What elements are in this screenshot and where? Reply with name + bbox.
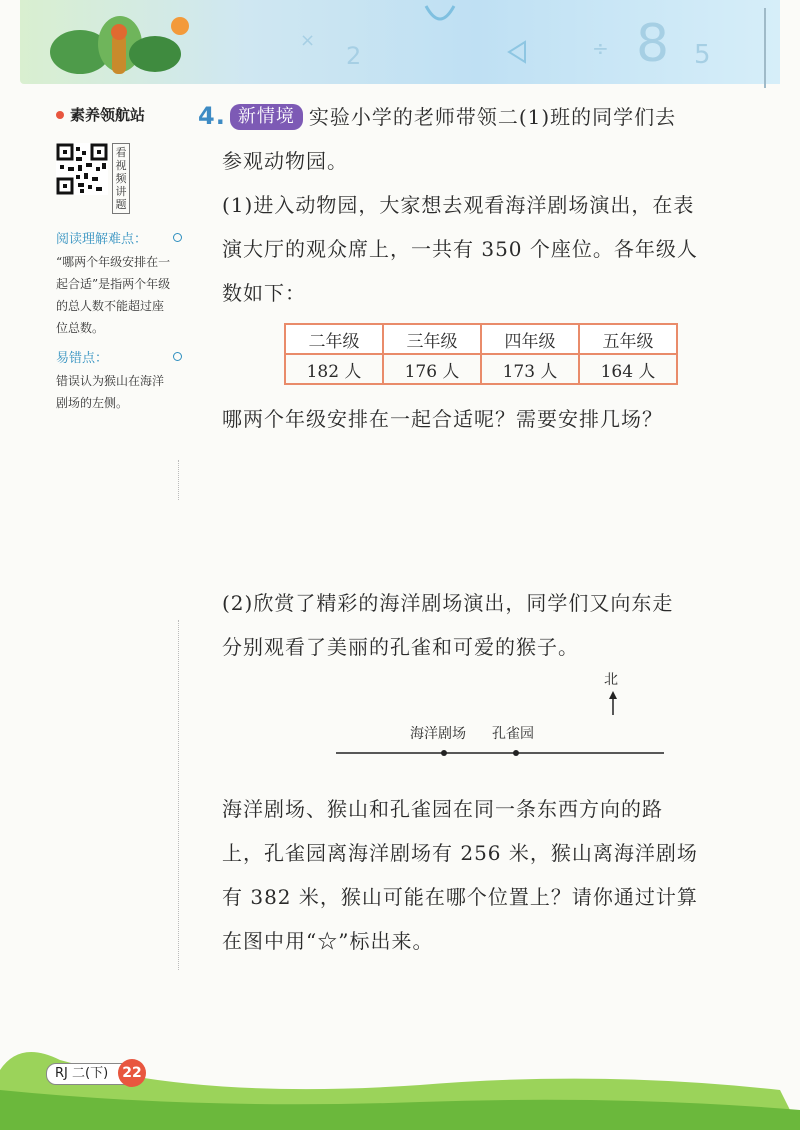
arc-decoration-icon [420, 2, 460, 30]
peacock-point[interactable] [513, 750, 519, 756]
reading-tip-header [56, 228, 182, 247]
table-header-cell: 二年级 [285, 324, 383, 354]
question-intro-line [198, 94, 746, 139]
part1-question: 哪两个年级安排在一起合适呢？需要安排几场？ [222, 407, 663, 431]
deco-two-icon: 2 [346, 42, 362, 70]
page-number: 22 [118, 1059, 146, 1087]
table-header-cell: 四年级 [481, 324, 579, 354]
theater-label: 海洋剧场 [410, 726, 466, 742]
north-label: 北 [604, 672, 618, 688]
reading-tip-heading: 阅读理解难点： [56, 232, 148, 247]
part2-desc-3: 有 382 米，猴山可能在哪个位置上？请你通过计算 [222, 885, 698, 909]
new-scenario-badge: 新情境 [230, 104, 303, 130]
deco-x-icon: × [300, 30, 316, 51]
pin-icon [56, 111, 64, 119]
table-cell: 164 人 [579, 354, 677, 384]
intro-text-2: 参观动物园。 [222, 149, 348, 173]
part2-text-2: 分别观看了美丽的孔雀和可爱的猴子。 [222, 635, 579, 659]
mistake-tip-text: 错误认为猴山在海洋剧场的左侧。 [56, 374, 165, 410]
part2-text-1: (2)欣赏了精彩的海洋剧场演出，同学们又向东走 [222, 591, 674, 615]
peacock-label: 孔雀园 [492, 726, 534, 742]
road-svg[interactable] [198, 669, 746, 779]
table-header-cell: 五年级 [579, 324, 677, 354]
sidebar-dotted-line [178, 460, 179, 500]
north-arrow-icon [609, 691, 617, 715]
mistake-tip-heading: 易错点： [56, 351, 109, 366]
part1-text-2: 演大厅的观众席上，一共有 350 个座位。各年级人 [222, 237, 698, 261]
table-cell: 182 人 [285, 354, 383, 384]
sidebar-dotted-line [178, 620, 179, 970]
book-tag: RJ 二(下) [46, 1063, 139, 1085]
plant-decoration-icon [40, 4, 190, 84]
intro-text-1: 实验小学的老师带领二(1)班的同学们去 [308, 105, 677, 129]
table-cell: 173 人 [481, 354, 579, 384]
answer-space-1[interactable] [198, 441, 746, 581]
table-header-cell: 三年级 [383, 324, 481, 354]
deco-triangle-icon [505, 40, 529, 64]
sidebar [56, 104, 188, 414]
reading-tip [56, 228, 188, 339]
part1-text-3: 数如下： [222, 281, 306, 305]
question-4 [198, 94, 746, 963]
bullet-dot-icon [173, 233, 182, 242]
qr-code-icon[interactable] [56, 143, 108, 195]
grade-count-table [284, 323, 678, 385]
table-cell: 176 人 [383, 354, 481, 384]
bullet-dot-icon [173, 352, 182, 361]
footer-grass [0, 1040, 800, 1130]
sidebar-title-text: 素养领航站 [70, 106, 146, 124]
table-row [285, 354, 677, 384]
deco-divide-icon: ÷ [592, 36, 609, 60]
theater-point[interactable] [441, 750, 447, 756]
sidebar-title [56, 104, 188, 125]
part2-desc-2: 上，孔雀园离海洋剧场有 256 米，猴山离海洋剧场 [222, 841, 698, 865]
deco-five-icon: 5 [694, 40, 711, 70]
deco-eight-icon: 8 [636, 14, 670, 74]
road-diagram[interactable] [198, 669, 746, 779]
table-header-row [285, 324, 677, 354]
reading-tip-text: “哪两个年级安排在一起合适”是指两个年级的总人数不能超过座位总数。 [56, 255, 171, 335]
video-tag[interactable]: 看视频讲题 [112, 143, 130, 214]
question-number: 4. [198, 102, 226, 130]
qr-block[interactable] [56, 143, 188, 214]
part1-text-1: (1)进入动物园，大家想去观看海洋剧场演出，在表 [222, 193, 695, 217]
part2-desc-1: 海洋剧场、猴山和孔雀园在同一条东西方向的路 [222, 797, 663, 821]
mistake-tip-header [56, 347, 182, 366]
part2-desc-4: 在图中用“☆”标出来。 [222, 929, 434, 953]
header-divider [764, 8, 766, 88]
mistake-tip [56, 347, 188, 414]
